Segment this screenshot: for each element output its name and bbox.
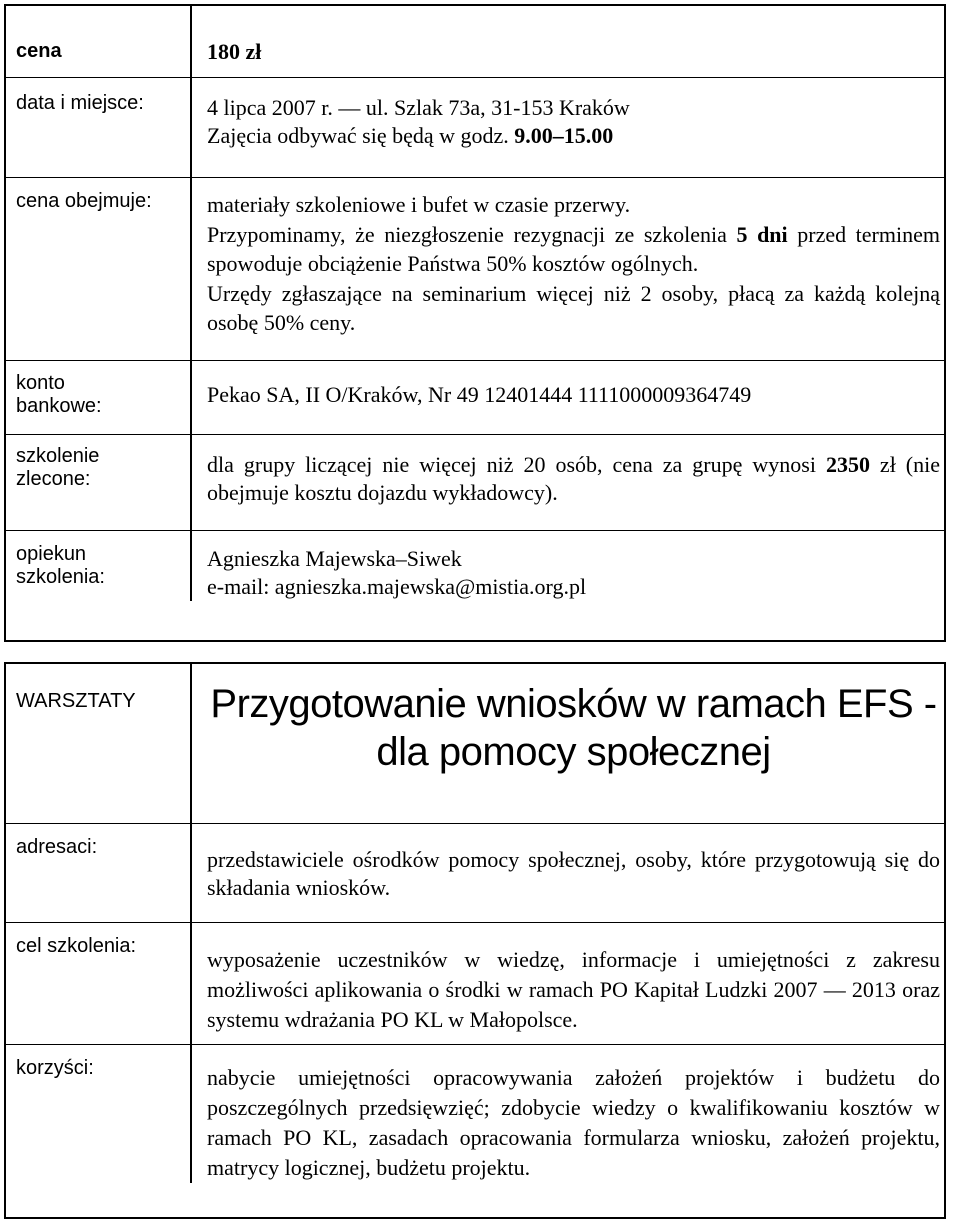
order-value: dla grupy liczącej nie więcej niż 20 osób, cena za grupę wynosi 2350 zł (nie obejmuje kosztu dojazdu wykładowcy). <box>207 452 940 505</box>
date-hours: Zajęcia odbywać się będą w godz. 9.00–15.00 <box>207 123 614 148</box>
date-label: data i miejsce: <box>6 78 192 177</box>
workshop-label: WARSZTATY <box>6 664 192 823</box>
order-label: szkolenie zlecone: <box>6 435 192 530</box>
bank-label: konto bankowe: <box>6 361 192 434</box>
includes-row <box>6 177 944 360</box>
date-place: 4 lipca 2007 r. — ul. Szlak 73a, 31-153 Kraków <box>207 95 630 120</box>
benefits-row <box>6 1044 944 1183</box>
benefits-value: nabycie umiejętności opracowywania założeń projektów i budżetu do poszczególnych przedsięwzięć; zdobycie wiedzy o kwalifikowaniu kosztów w ramach PO KL, zasadach opracowania formularza wniosku, założeń projektu, matrycy logicznej, budżetu projektu. <box>207 1065 940 1180</box>
workshop-title-line1: Przygotowanie wniosków w ramach EFS - <box>210 682 937 726</box>
includes-value <box>192 178 944 360</box>
includes-materials: materiały szkoleniowe i bufet w czasie przerwy. <box>207 192 631 217</box>
date-row <box>6 77 944 177</box>
goal-row <box>6 922 944 1044</box>
goal-label: cel szkolenia: <box>6 923 192 1044</box>
includes-cancellation: Przypominamy, że niezgłoszenie rezygnacji ze szkolenia 5 dni przed terminem spowoduje obciążenie Państwa 50% kosztów ogólnych. <box>207 221 940 276</box>
bank-row <box>6 360 944 434</box>
price-row <box>6 6 944 77</box>
days-bold: 5 dni <box>736 221 788 247</box>
bank-value: Pekao SA, II O/Kraków, Nr 49 12401444 1111000009364749 <box>207 382 752 407</box>
includes-label: cena obejmuje: <box>6 178 192 360</box>
includes-discount: Urzędy zgłaszające na seminarium więcej niż 2 osoby, płacą za każdą kolejną osobę 50% ceny. <box>207 280 940 335</box>
contact-email[interactable]: e-mail: agnieszka.majewska@mistia.org.pl <box>207 574 587 599</box>
group-price-bold: 2350 <box>825 452 870 477</box>
hours-bold: 9.00–15.00 <box>514 123 614 148</box>
order-row <box>6 434 944 530</box>
training-info-table <box>4 4 946 642</box>
contact-value <box>192 531 944 601</box>
audience-value: przedstawiciele ośrodków pomocy społecznej, osoby, które przygotowują się do składania wniosków. <box>207 847 940 900</box>
contact-row <box>6 530 944 601</box>
workshop-table <box>4 662 946 1219</box>
audience-label: adresaci: <box>6 824 192 922</box>
workshop-title-line2: dla pomocy społecznej <box>376 730 771 774</box>
goal-value: wyposażenie uczestników w wiedzę, informacje i umiejętności z zakresu możliwości aplikowania o środki w ramach PO Kapitał Ludzki 2007 — 2013 oraz systemu wdrażania PO KL w Małopolsce. <box>207 947 940 1032</box>
audience-row <box>6 823 944 922</box>
contact-name: Agnieszka Majewska–Siwek <box>207 546 462 571</box>
workshop-title <box>192 664 944 823</box>
price-value: 180 zł <box>207 39 262 64</box>
price-label: cena <box>6 6 192 77</box>
benefits-label: korzyści: <box>6 1045 192 1183</box>
date-value <box>192 78 944 177</box>
workshop-title-row <box>6 664 944 823</box>
contact-label: opiekun szkolenia: <box>6 531 192 601</box>
